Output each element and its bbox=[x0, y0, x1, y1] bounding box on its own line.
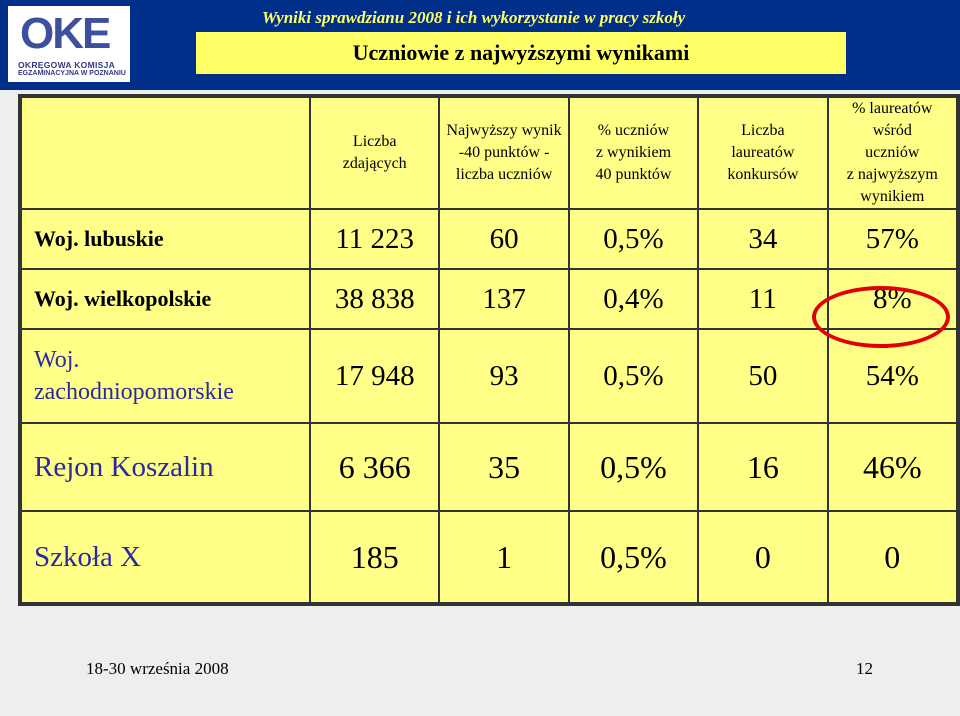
results-table bbox=[18, 94, 960, 606]
logo-text-line1: OKRĘGOWA KOMISJA bbox=[18, 60, 116, 70]
table-header-row bbox=[21, 97, 957, 209]
cell-top-score-percent: 0,5% bbox=[569, 511, 698, 603]
row-label: Rejon Koszalin bbox=[21, 423, 310, 511]
header-cell-laureates-count: Liczba laureatów konkursów bbox=[698, 97, 827, 209]
cell-laureates-percent: 46% bbox=[828, 423, 957, 511]
row-label: Woj. lubuskie bbox=[21, 209, 310, 269]
cell-test-takers: 38 838 bbox=[310, 269, 439, 329]
table-row bbox=[21, 329, 957, 423]
cell-laureates-count: 34 bbox=[698, 209, 827, 269]
cell-laureates-count: 11 bbox=[698, 269, 827, 329]
cell-top-score-count: 1 bbox=[439, 511, 568, 603]
header-cell-top-score-count: Najwyższy wynik -40 punktów - liczba uczniów bbox=[439, 97, 568, 209]
row-label: Szkoła X bbox=[21, 511, 310, 603]
highlight-circle bbox=[812, 286, 950, 348]
slide-title: Uczniowie z najwyższymi wynikami bbox=[352, 40, 690, 65]
footer-date: 18-30 września 2008 bbox=[86, 659, 229, 678]
header-cell-empty bbox=[21, 97, 310, 209]
presentation-title: Wyniki sprawdzianu 2008 i ich wykorzystanie w pracy szkoły bbox=[262, 8, 686, 27]
header-cell-top-score-percent: % uczniów z wynikiem 40 punktów bbox=[569, 97, 698, 209]
cell-test-takers: 6 366 bbox=[310, 423, 439, 511]
logo-mark: OKE bbox=[20, 9, 110, 58]
header-cell-test-takers: Liczba zdających bbox=[310, 97, 439, 209]
table-row bbox=[21, 511, 957, 603]
cell-laureates-percent: 54% bbox=[828, 329, 957, 423]
row-label: Woj. zachodniopomorskie bbox=[21, 329, 310, 423]
cell-test-takers: 11 223 bbox=[310, 209, 439, 269]
slide-title-box bbox=[196, 32, 846, 74]
cell-top-score-percent: 0,5% bbox=[569, 423, 698, 511]
cell-laureates-count: 16 bbox=[698, 423, 827, 511]
page-number: 12 bbox=[856, 659, 873, 678]
oke-logo bbox=[8, 6, 130, 82]
cell-top-score-count: 60 bbox=[439, 209, 568, 269]
cell-laureates-percent: 57% bbox=[828, 209, 957, 269]
header-cell-laureates-percent: % laureatów wśród uczniów z najwyższym wynikiem bbox=[828, 97, 957, 209]
header-bar bbox=[0, 0, 960, 90]
cell-top-score-percent: 0,5% bbox=[569, 209, 698, 269]
table-row bbox=[21, 209, 957, 269]
cell-top-score-count: 35 bbox=[439, 423, 568, 511]
cell-laureates-count: 0 bbox=[698, 511, 827, 603]
cell-top-score-percent: 0,5% bbox=[569, 329, 698, 423]
table-row bbox=[21, 423, 957, 511]
cell-top-score-percent: 0,4% bbox=[569, 269, 698, 329]
cell-test-takers: 17 948 bbox=[310, 329, 439, 423]
row-label: Woj. wielkopolskie bbox=[21, 269, 310, 329]
cell-top-score-count: 93 bbox=[439, 329, 568, 423]
cell-top-score-count: 137 bbox=[439, 269, 568, 329]
cell-laureates-percent: 8% bbox=[828, 269, 957, 329]
cell-laureates-percent: 0 bbox=[828, 511, 957, 603]
cell-test-takers: 185 bbox=[310, 511, 439, 603]
cell-laureates-count: 50 bbox=[698, 329, 827, 423]
logo-text-line2: EGZAMINACYJNA W POZNANIU bbox=[18, 70, 126, 77]
